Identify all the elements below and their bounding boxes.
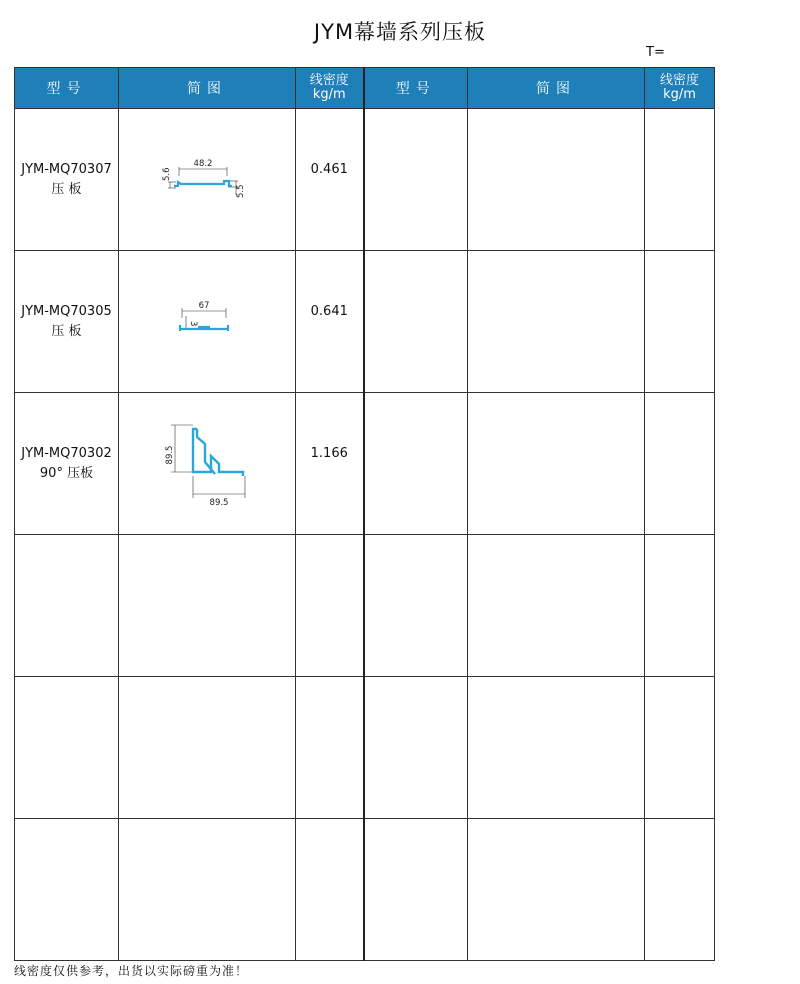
empty-cell xyxy=(645,393,715,535)
page-title: JYM幕墙系列压板 xyxy=(313,20,487,44)
figure-cell xyxy=(119,393,296,535)
empty-cell xyxy=(468,535,645,677)
table-row xyxy=(15,819,715,961)
empty-cell xyxy=(645,251,715,393)
model-cell xyxy=(15,251,119,393)
dim-right-height: 5.5 xyxy=(236,183,246,198)
empty-cell xyxy=(468,251,645,393)
empty-cell xyxy=(645,677,715,819)
empty-cell xyxy=(468,819,645,961)
table-row xyxy=(15,393,715,535)
empty-cell xyxy=(364,393,468,535)
empty-cell xyxy=(645,109,715,251)
model-cell xyxy=(15,677,119,819)
model-cell xyxy=(15,109,119,251)
header-density-unit: kg/m xyxy=(312,87,346,102)
table-row xyxy=(15,251,715,393)
empty-cell xyxy=(468,393,645,535)
figure-cell xyxy=(119,819,296,961)
dim-width: 89.5 xyxy=(209,497,229,508)
dim-left-height: 5.6 xyxy=(162,166,172,181)
header-model: 型号 xyxy=(15,68,119,109)
header-density-label-2: 线密度 xyxy=(659,73,699,88)
density-value: 0.641 xyxy=(310,304,348,319)
dim-height: 3 xyxy=(188,320,198,326)
density-cell xyxy=(296,109,364,251)
density-cell xyxy=(296,677,364,819)
model-cell xyxy=(15,393,119,535)
header-density-2 xyxy=(645,68,715,109)
footer-note: 线密度仅供参考，出货以实际磅重为准！ xyxy=(14,964,249,978)
header-density-unit-2: kg/m xyxy=(663,87,696,102)
profile-drawing-70307 xyxy=(162,153,252,203)
profile-table xyxy=(14,67,715,961)
empty-cell xyxy=(364,535,468,677)
model-type: 90° 压板 xyxy=(39,465,94,481)
dim-width: 67 xyxy=(198,300,210,311)
profile-drawing-70305 xyxy=(172,298,242,342)
density-cell xyxy=(296,393,364,535)
empty-cell xyxy=(364,819,468,961)
empty-cell xyxy=(364,677,468,819)
header-figure-2: 简图 xyxy=(468,68,645,109)
density-value: 1.166 xyxy=(310,446,348,461)
model-code: JYM-MQ70305 xyxy=(21,303,112,319)
empty-cell xyxy=(645,819,715,961)
figure-cell xyxy=(119,251,296,393)
dim-width: 48.2 xyxy=(193,158,213,169)
empty-cell xyxy=(364,109,468,251)
model-type: 压 板 xyxy=(51,181,82,197)
empty-cell xyxy=(468,677,645,819)
density-cell xyxy=(296,819,364,961)
header-row xyxy=(15,68,715,109)
header-density xyxy=(296,68,364,109)
t-label: T= xyxy=(646,45,665,60)
figure-cell xyxy=(119,109,296,251)
density-value: 0.461 xyxy=(310,162,348,177)
table-row xyxy=(15,109,715,251)
figure-cell xyxy=(119,677,296,819)
model-cell xyxy=(15,819,119,961)
density-cell xyxy=(296,535,364,677)
header-figure: 简图 xyxy=(119,68,296,109)
header-model-2: 型号 xyxy=(364,68,468,109)
figure-cell xyxy=(119,535,296,677)
empty-cell xyxy=(645,535,715,677)
table-row xyxy=(15,677,715,819)
model-code: JYM-MQ70302 xyxy=(21,445,112,461)
table-row xyxy=(15,535,715,677)
profile-drawing-70302 xyxy=(157,412,257,512)
empty-cell xyxy=(468,109,645,251)
density-cell xyxy=(296,251,364,393)
header-density-label: 线密度 xyxy=(309,73,349,88)
empty-cell xyxy=(364,251,468,393)
model-code: JYM-MQ70307 xyxy=(21,161,112,177)
model-cell xyxy=(15,535,119,677)
model-type: 压 板 xyxy=(51,323,82,339)
dim-height: 89.5 xyxy=(165,445,175,464)
